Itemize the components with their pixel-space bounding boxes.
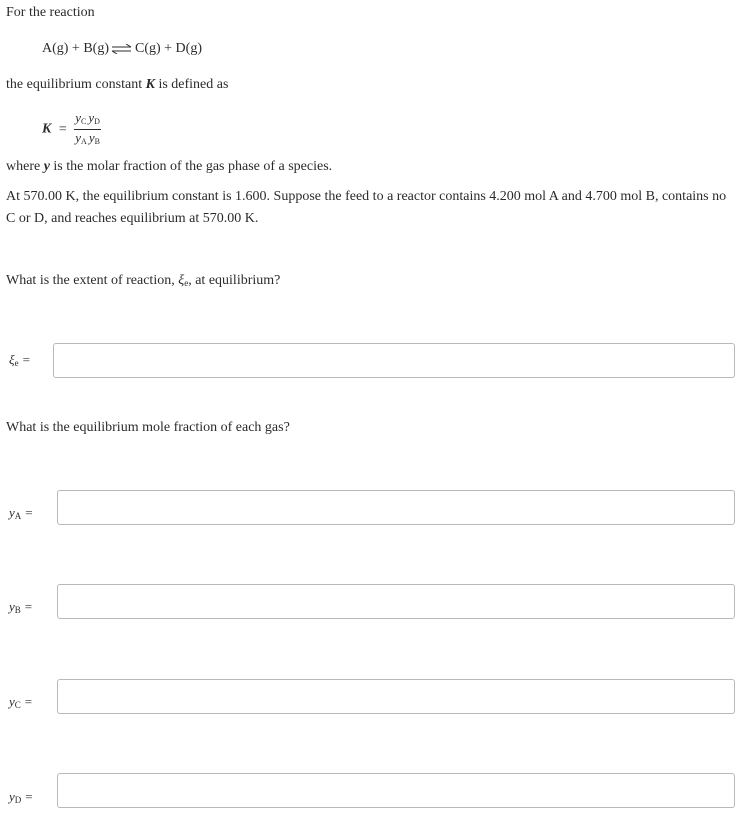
reaction-left: A(g) + B(g) — [42, 41, 109, 56]
k-equals: = — [58, 121, 67, 137]
fraction-numerator: $y_C$ $y_D$ — [74, 110, 101, 130]
xi-label: $\xi_e$ = — [9, 352, 30, 368]
ya-input[interactable] — [57, 490, 735, 525]
question-extent-tail: , at equilibrium? — [188, 273, 281, 288]
where-line — [6, 159, 332, 175]
question-extent-text: What is the extent of reaction, — [6, 273, 175, 288]
definition-tail: is defined as — [158, 77, 229, 92]
yd-input[interactable] — [57, 773, 735, 808]
yb-label: $y_B$ = — [9, 599, 33, 615]
yc-input[interactable] — [57, 679, 735, 714]
k-fraction — [74, 110, 101, 149]
problem-line-1: At 570.00 K, the equilibrium constant is 1.600. Suppose the feed to a reactor contains 4.200 mol A and 4.700 mol B, contains no — [6, 189, 727, 204]
reaction-equation — [42, 41, 202, 57]
equilibrium-arrows-icon — [111, 44, 133, 54]
intro-line: For the reaction — [6, 5, 95, 20]
yb-input[interactable] — [57, 584, 735, 619]
fraction-denominator: $y_A$ $y_B$ — [75, 130, 100, 146]
yc-label: $y_C$ = — [9, 694, 33, 710]
k-formula — [42, 110, 101, 149]
k-symbol: K — [42, 121, 52, 137]
reaction-right: C(g) + D(g) — [135, 41, 202, 56]
problem-line-2: C or D, and reaches equilibrium at 570.00 K. — [6, 211, 259, 226]
question-mole-fraction: What is the equilibrium mole fraction of each gas? — [6, 420, 290, 435]
where-pre: where — [6, 159, 41, 174]
where-post: is the molar fraction of the gas phase of a species. — [53, 159, 333, 174]
question-extent — [6, 273, 280, 289]
ya-label: $y_A$ = — [9, 505, 33, 521]
k-symbol-inline: K — [145, 77, 155, 92]
definition-line — [6, 77, 228, 93]
definition-text: the equilibrium constant — [6, 77, 143, 92]
yd-label: $y_D$ = — [9, 789, 33, 805]
y-symbol-inline: y — [43, 159, 50, 174]
xi-symbol-inline: $\xi_e$ — [178, 273, 189, 288]
extent-input[interactable] — [53, 343, 735, 378]
